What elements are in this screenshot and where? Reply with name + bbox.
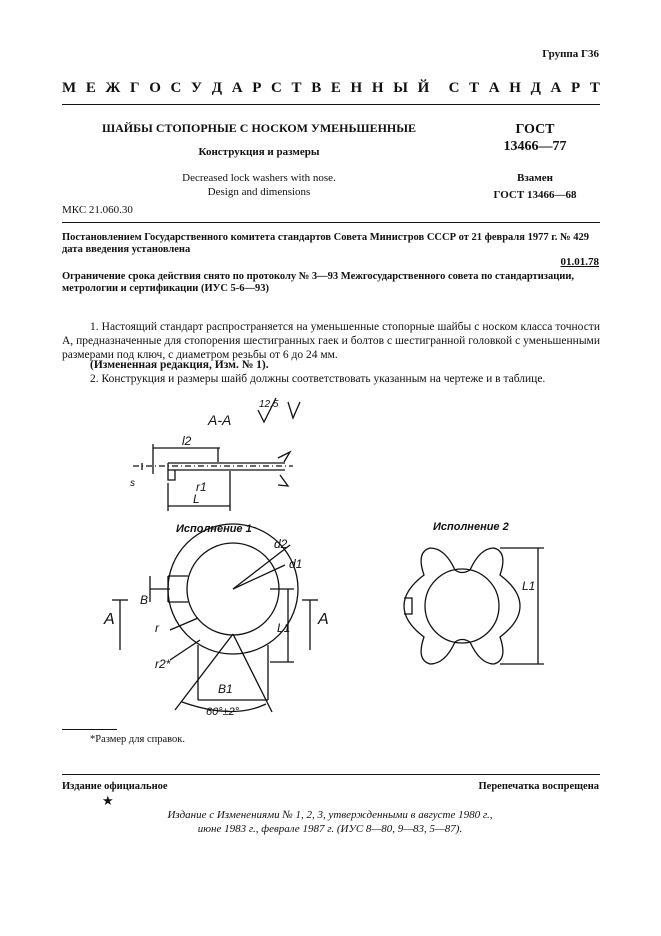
- heading-letter: Н: [350, 80, 363, 96]
- heading-letter: Ы: [393, 80, 408, 96]
- interstate-standard-heading: [62, 80, 600, 97]
- star-icon: ★: [102, 793, 114, 808]
- heading-letter: Н: [509, 80, 521, 96]
- heading-letter: У: [191, 80, 203, 96]
- heading-letter: В: [311, 80, 322, 96]
- mks-code: МКС 21.060.30: [62, 204, 133, 216]
- heading-letter: С: [170, 80, 182, 96]
- label-r1: r1: [196, 480, 207, 494]
- header-rule: [62, 104, 600, 105]
- label-r: r: [155, 621, 159, 635]
- english-title: [78, 171, 440, 199]
- label-d2: d2: [274, 537, 288, 551]
- heading-letter: Д: [211, 80, 223, 96]
- heading-letter: А: [550, 80, 562, 96]
- label-B: B: [140, 593, 149, 607]
- footnote-rule: [62, 729, 117, 730]
- washer-drawing: [0, 392, 661, 722]
- heading-letter: С: [271, 80, 282, 96]
- heading-letter: С: [448, 80, 460, 96]
- heading-letter: Р: [252, 80, 262, 96]
- gost-code: 13466—77: [503, 139, 567, 154]
- label-s: s: [130, 478, 135, 489]
- heading-letter: О: [149, 80, 161, 96]
- english-title-line2: Design and dimensions: [207, 186, 311, 198]
- label-section-left: А: [104, 611, 115, 628]
- changes-line-2: июне 1983 г., феврале 1987 г. (ИУС 8—80, 9—83, 5—87).: [197, 823, 463, 835]
- execution-2-label: Исполнение 2: [433, 521, 509, 533]
- heading-letter: Д: [530, 80, 541, 96]
- decree-text: Постановлением Государственного комитета стандартов Совета Министров СССР от 21 февраля 1977 г. № 429 дата введения установлена: [62, 232, 589, 255]
- paragraph-1: 1. Настоящий стандарт распространяется на уменьшенные стопорные шайбы с носком класса точности А, предназначенные для стопорения шестигранных гаек и болтов с шестигранной головкой с уменьшенными размерами под ключ, с диаметром резьбы от 6 до 24 мм.: [62, 321, 600, 361]
- label-d1: d1: [289, 557, 303, 571]
- paragraph-1-note: (Измененная редакция, Изм. № 1).: [90, 359, 269, 371]
- heading-letter: Е: [85, 80, 96, 96]
- reprint-prohibited: Перепечатка воспрещена: [478, 781, 599, 792]
- changes-note: [140, 808, 520, 836]
- section-label: А-А: [208, 412, 232, 428]
- heading-letter: Й: [417, 80, 430, 96]
- footnote: *Размер для справок.: [90, 734, 186, 745]
- standard-subtitle: Конструкция и размеры: [198, 146, 320, 158]
- label-B1: B1: [218, 682, 233, 696]
- heading-letter: Е: [330, 80, 341, 96]
- execution-1-label: Исполнение 1: [176, 523, 252, 535]
- roughness-value: 12,5: [259, 399, 279, 410]
- changes-line-1: Издание с Изменениями № 1, 2, 3, утвержденными в августе 1980 г.,: [167, 809, 493, 821]
- heading-letter: Г: [130, 80, 140, 96]
- label-section-right: А: [318, 611, 329, 628]
- heading-letter: Т: [589, 80, 600, 96]
- heading-letter: М: [62, 80, 77, 96]
- heading-letter: А: [488, 80, 500, 96]
- label-L1: L1: [277, 621, 291, 635]
- label-l2: l2: [182, 434, 192, 448]
- heading-letter: Т: [291, 80, 302, 96]
- intro-date: 01.01.78: [560, 256, 599, 268]
- label-r2: r2*: [155, 657, 171, 671]
- english-title-line1: Decreased lock washers with nose.: [182, 172, 336, 184]
- gost-label: ГОСТ: [515, 122, 555, 137]
- paragraph-2: 2. Конструкция и размеры шайб должны соответствовать указанным на чертеже и в таблице.: [90, 373, 546, 385]
- heading-letter: Т: [469, 80, 480, 96]
- label-angle: 60°±2°: [206, 706, 240, 718]
- replaces-label: Взамен: [517, 172, 553, 184]
- limitation-text: Ограничение срока действия снято по протоколу № 3—93 Межгосударственного совета по стандартизации, метрологии и сертификации (ИУС 5-6—93): [62, 271, 575, 294]
- heading-letter: А: [231, 80, 243, 96]
- replaces-block: [470, 170, 600, 204]
- label-L1-ex2: L1: [522, 579, 536, 593]
- mks-rule: [62, 222, 600, 223]
- heading-letter: Ж: [105, 80, 121, 96]
- heading-letter: Н: [371, 80, 384, 96]
- heading-letter: Р: [571, 80, 581, 96]
- group-code: Группа Г36: [542, 48, 599, 60]
- footer-rule: [62, 774, 600, 775]
- label-L: L: [193, 492, 200, 506]
- standard-title: ШАЙБЫ СТОПОРНЫЕ С НОСКОМ УМЕНЬШЕННЫЕ: [101, 121, 417, 135]
- official-edition: Издание официальное: [62, 781, 168, 792]
- gost-number: [470, 121, 600, 155]
- replaces-standard: ГОСТ 13466—68: [493, 189, 577, 201]
